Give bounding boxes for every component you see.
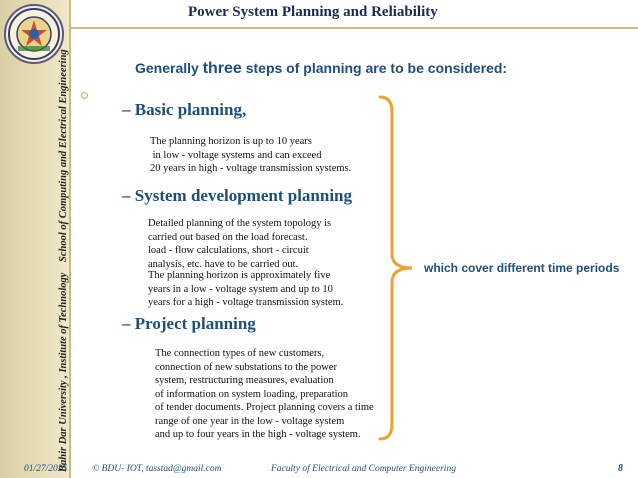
footer-faculty: Faculty of Electrical and Computer Engineering: [271, 464, 456, 474]
project-planning-text: The connection types of new customers, connection of new substations to the power system, restructuring measures, evaluation of information on system loading, preparation of tender documents. Project planning covers a time range of one year in the low - voltage system and up to four years in the high - voltage system.: [155, 348, 374, 440]
heading-project-planning: – Project planning: [122, 314, 256, 333]
institution-name: Bahir Dar University , Institute of Technology: [58, 272, 69, 472]
footer-date: 01/27/2025: [24, 464, 68, 474]
subtitle-emphasis: three: [202, 60, 242, 77]
right-curly-bracket: [378, 94, 422, 444]
slide-subtitle: [135, 60, 507, 78]
slide-title: Power System Planning and Reliability: [188, 4, 438, 20]
subtitle-prefix: Generally: [135, 60, 203, 76]
heading-system-development-planning: – System development planning: [122, 186, 352, 205]
system-development-text-1: Detailed planning of the system topology is carried out based on the load forecast. load - flow calculations, short - circuit analysis, etc. have to be carried out.: [148, 218, 332, 270]
school-name: School of Computing and Electrical Engineering: [58, 49, 69, 262]
sidebar-divider: [69, 0, 71, 478]
footer-author: © BDU- IOT, tasstad@gmail.com: [92, 464, 222, 474]
heading-basic-planning: – Basic planning,: [122, 100, 247, 119]
decorative-circle: [81, 92, 88, 99]
bracket-label: which cover different time periods: [424, 261, 620, 275]
university-logo: [4, 4, 64, 64]
page-number: 8: [618, 463, 623, 474]
system-development-text-2: The planning horizon is approximately five years in a low - voltage system and up to 10 years for a high - voltage transmission system.: [148, 270, 344, 308]
title-divider: [71, 27, 638, 29]
basic-planning-text: The planning horizon is up to 10 years in low - voltage systems and can exceed 20 years in high - voltage transmission systems.: [150, 136, 352, 174]
subtitle-suffix: steps of planning are to be considered:: [241, 60, 508, 76]
seal-icon: [6, 6, 62, 62]
